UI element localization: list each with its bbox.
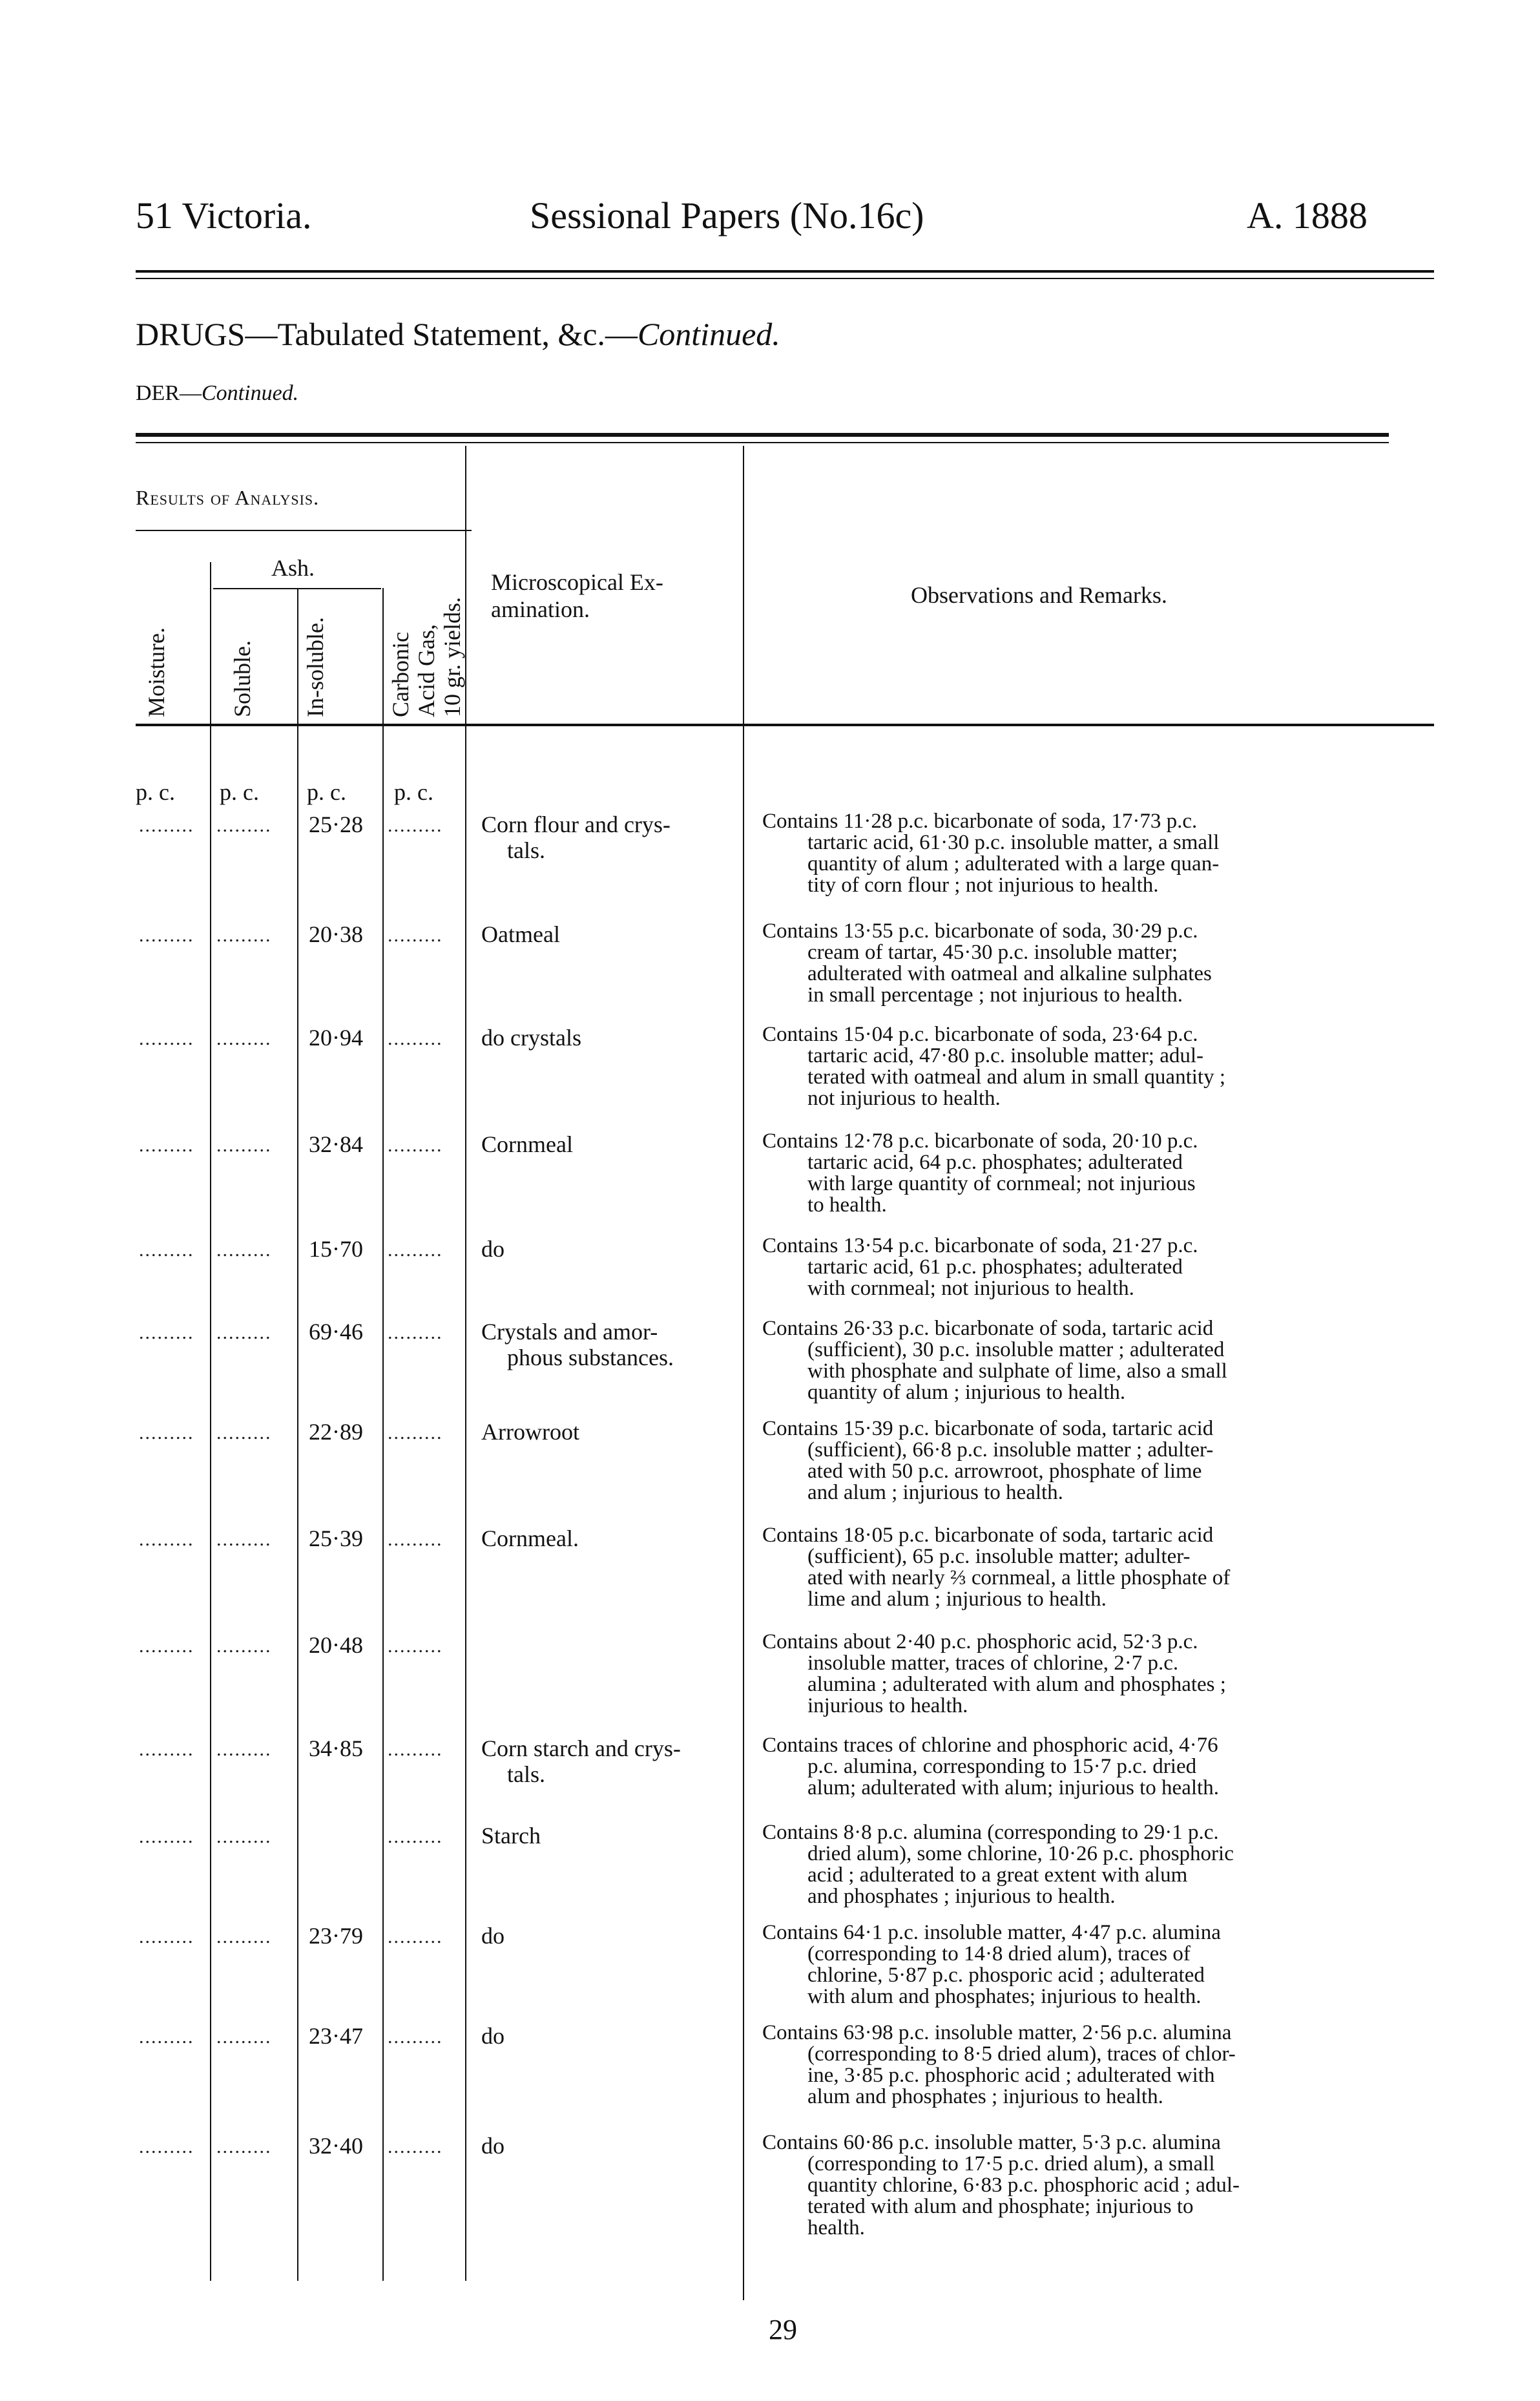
insoluble-value: 20·38 (309, 921, 363, 947)
observation-line: insoluble matter, traces of chlorine, 2·7 p.c. (807, 1651, 1179, 1675)
microscopical-text: do (481, 2133, 505, 2159)
insoluble-value: 34·85 (309, 1735, 363, 1761)
observation-remark (762, 1525, 1434, 1610)
observation-line: cream of tartar, 45·30 p.c. insoluble matter; (807, 941, 1178, 964)
col-line-1 (210, 562, 211, 2281)
observation-line: with cornmeal; not injurious to health. (807, 1277, 1134, 1300)
observation-line: Contains 26·33 p.c. bicarbonate of soda, tartaric acid (762, 1317, 1214, 1340)
observation-line: ated with 50 p.c. arrowroot, phosphate of lime (807, 1460, 1202, 1483)
dot-leader: ......... (139, 1422, 194, 1443)
col-carbonic-1: Carbonic (388, 632, 413, 717)
observation-line: ine, 3·85 p.c. phosphoric acid ; adulterated with (807, 2064, 1215, 2087)
dot-leader: ......... (139, 1635, 194, 1657)
col-line-5 (743, 446, 744, 2300)
dot-leader: ......... (388, 1239, 443, 1261)
observation-line: Contains 15·39 p.c. bicarbonate of soda, tartaric acid (762, 1417, 1214, 1440)
observation-line: (sufficient), 65 p.c. insoluble matter; adulter- (807, 1545, 1191, 1568)
dot-leader: ......... (388, 1028, 443, 1049)
dot-leader: ......... (388, 1322, 443, 1343)
unit-insoluble: p. c. (307, 779, 346, 805)
observation-line: dried alum), some chlorine, 10·26 p.c. phosphoric (807, 1842, 1234, 1865)
dot-leader: ......... (216, 1422, 272, 1443)
observation-line: alum; adulterated with alum; injurious to health. (807, 1776, 1219, 1799)
header-rule-top (136, 270, 1434, 273)
ash-label: Ash. (271, 555, 315, 581)
dot-leader: ......... (216, 2136, 272, 2157)
observation-line: quantity chlorine, 6·83 p.c. phosphoric acid ; adul- (807, 2174, 1240, 2197)
insoluble-value: 23·79 (309, 1923, 363, 1949)
observation-line: (sufficient), 66·8 p.c. insoluble matter ; adulter- (807, 1438, 1214, 1462)
dot-leader: ......... (139, 2026, 194, 2048)
observation-line: ated with nearly ⅔ cornmeal, a little phosphate of (807, 1566, 1231, 1589)
observation-line: Contains 64·1 p.c. insoluble matter, 4·47 p.c. alumina (762, 1921, 1221, 1944)
microscopical-text: Corn starch and crys- (481, 1735, 681, 1761)
observation-line: lime and alum ; injurious to health. (807, 1588, 1107, 1611)
header-rule-bottom (136, 278, 1434, 279)
insoluble-value: 20·94 (309, 1025, 363, 1051)
dot-leader: ......... (388, 1826, 443, 1847)
observation-line: tartaric acid, 64 p.c. phosphates; adulterated (807, 1151, 1183, 1174)
observation-line: (sufficient), 30 p.c. insoluble matter ; adulterated (807, 1338, 1225, 1361)
col-carbonic-3: 10 gr. yields. (439, 597, 465, 717)
dot-leader: ......... (216, 1135, 272, 1156)
observation-line: with large quantity of cornmeal; not injurious (807, 1172, 1196, 1195)
dot-leader: ......... (388, 925, 443, 946)
observation-line: to health. (807, 1193, 887, 1217)
observation-remark (762, 1631, 1434, 1717)
page-number: 29 (769, 2314, 797, 2345)
insoluble-value: 69·46 (309, 1319, 363, 1345)
dot-leader: ......... (139, 1322, 194, 1343)
dot-leader: ......... (216, 2026, 272, 2048)
observation-remark (762, 1735, 1434, 1799)
microscopical-text: do (481, 1236, 505, 1262)
unit-moisture: p. c. (136, 779, 175, 805)
observation-line: Contains traces of chlorine and phosphoric acid, 4·76 (762, 1734, 1218, 1757)
dot-leader: ......... (139, 1135, 194, 1156)
results-underline (136, 530, 472, 531)
observation-remark (762, 1131, 1434, 1216)
insoluble-value: 25·28 (309, 812, 363, 837)
microscopical-text: do (481, 1923, 505, 1949)
dot-leader: ......... (388, 1926, 443, 1947)
col-carbonic-2: Acid Gas, (413, 624, 439, 717)
insoluble-value: 32·40 (309, 2133, 363, 2159)
running-header-center: Sessional Papers (No.16c) (530, 194, 924, 236)
observation-line: terated with oatmeal and alum in small quantity ; (807, 1065, 1225, 1089)
dot-leader: ......... (388, 1422, 443, 1443)
observation-line: tartaric acid, 47·80 p.c. insoluble matter; adul- (807, 1044, 1204, 1067)
dot-leader: ......... (139, 1826, 194, 1847)
dot-leader: ......... (216, 925, 272, 946)
dot-leader: ......... (216, 1635, 272, 1657)
dot-leader: ......... (388, 815, 443, 836)
observation-line: tartaric acid, 61 p.c. phosphates; adulterated (807, 1255, 1183, 1279)
running-header-right: A. 1888 (1247, 194, 1368, 236)
dot-leader: ......... (216, 1239, 272, 1261)
observation-line: health. (807, 2216, 865, 2239)
microscopical-text: Corn flour and crys- (481, 812, 671, 837)
dot-leader: ......... (139, 1739, 194, 1760)
unit-soluble: p. c. (220, 779, 259, 805)
microscopical-text: Cornmeal. (481, 1526, 579, 1551)
dot-leader: ......... (388, 2026, 443, 2048)
dot-leader: ......... (216, 1529, 272, 1550)
col-moisture: Moisture. (143, 627, 169, 717)
insoluble-value: 20·48 (309, 1632, 363, 1658)
observation-line: and alum ; injurious to health. (807, 1481, 1063, 1504)
observation-line: in small percentage ; not injurious to health. (807, 983, 1183, 1007)
dot-leader: ......... (139, 815, 194, 836)
observation-line: Contains 18·05 p.c. bicarbonate of soda, tartaric acid (762, 1524, 1214, 1547)
microscopical-text: tals. (507, 837, 545, 863)
microscopical-text: Starch (481, 1823, 541, 1849)
dot-leader: ......... (216, 1322, 272, 1343)
insoluble-value: 32·84 (309, 1131, 363, 1157)
observation-line: alum and phosphates ; injurious to health. (807, 2085, 1163, 2108)
observation-line: with alum and phosphates; injurious to health. (807, 1985, 1202, 2008)
observation-line: alumina ; adulterated with alum and phosphates ; (807, 1673, 1226, 1696)
observation-line: p.c. alumina, corresponding to 15·7 p.c. dried (807, 1755, 1197, 1778)
dot-leader: ......... (139, 2136, 194, 2157)
dot-leader: ......... (388, 1135, 443, 1156)
observation-line: Contains 63·98 p.c. insoluble matter, 2·56 p.c. alumina (762, 2021, 1232, 2044)
observation-line: Contains 13·54 p.c. bicarbonate of soda, 21·27 p.c. (762, 1234, 1198, 1257)
observation-line: injurious to health. (807, 1694, 968, 1717)
dot-leader: ......... (139, 1239, 194, 1261)
insoluble-value: 15·70 (309, 1236, 363, 1262)
observation-line: quantity of alum ; injurious to health. (807, 1381, 1126, 1404)
observation-remark (762, 921, 1434, 1006)
microscopical-text: phous substances. (507, 1345, 674, 1370)
col-line-4 (465, 446, 466, 2281)
page-subtitle: DER—Continued. (136, 381, 299, 405)
col-microscopical: Microscopical Ex-amination. (491, 569, 663, 622)
dot-leader: ......... (388, 2136, 443, 2157)
table-rule-thin (136, 442, 1389, 443)
microscopical-text: do (481, 2023, 505, 2049)
microscopical-text: Arrowroot (481, 1419, 579, 1445)
observation-line: (corresponding to 8·5 dried alum), traces of chlor- (807, 2042, 1236, 2066)
observation-line: with phosphate and sulphate of lime, also a small (807, 1359, 1227, 1383)
observation-remark (762, 1318, 1434, 1403)
observation-remark (762, 1024, 1434, 1109)
observation-line: Contains 11·28 p.c. bicarbonate of soda, 17·73 p.c. (762, 810, 1198, 833)
observation-line: terated with alum and phosphate; injurious to (807, 2195, 1194, 2218)
dot-leader: ......... (139, 1028, 194, 1049)
dot-leader: ......... (388, 1739, 443, 1760)
insoluble-value: 25·39 (309, 1526, 363, 1551)
observation-remark (762, 1235, 1434, 1299)
observation-line: Contains about 2·40 p.c. phosphoric acid, 52·3 p.c. (762, 1630, 1198, 1653)
insoluble-value: 22·89 (309, 1419, 363, 1445)
col-line-3 (382, 588, 384, 2281)
observation-line: quantity of alum ; adulterated with a large quan- (807, 852, 1220, 875)
dot-leader: ......... (216, 1926, 272, 1947)
col-insoluble: In-soluble. (302, 617, 328, 717)
observation-line: chlorine, 5·87 p.c. phosporic acid ; adulterated (807, 1964, 1205, 1987)
dot-leader: ......... (216, 1826, 272, 1847)
page-title: DRUGS—Tabulated Statement, &c.—Continued. (136, 316, 780, 352)
microscopical-text: Crystals and amor- (481, 1319, 658, 1345)
dot-leader: ......... (139, 1926, 194, 1947)
observation-remark (762, 2022, 1434, 2108)
observation-line: (corresponding to 17·5 p.c. dried alum), a small (807, 2152, 1215, 2176)
observation-line: Contains 12·78 p.c. bicarbonate of soda, 20·10 p.c. (762, 1129, 1198, 1153)
insoluble-value: 23·47 (309, 2023, 363, 2049)
observation-remark (762, 811, 1434, 896)
observation-remark (762, 2132, 1434, 2239)
observation-line: and phosphates ; injurious to health. (807, 1885, 1116, 1908)
dot-leader: ......... (216, 815, 272, 836)
dot-leader: ......... (388, 1635, 443, 1657)
observation-line: Contains 60·86 p.c. insoluble matter, 5·3 p.c. alumina (762, 2131, 1221, 2154)
observation-line: acid ; adulterated to a great extent with alum (807, 1863, 1188, 1887)
microscopical-text: Cornmeal (481, 1131, 573, 1157)
observation-remark (762, 1822, 1434, 1907)
observation-remark (762, 1922, 1434, 2008)
unit-carbonic: p. c. (394, 779, 433, 805)
observation-line: Contains 8·8 p.c. alumina (corresponding to 29·1 p.c. (762, 1821, 1219, 1844)
observation-line: not injurious to health. (807, 1087, 1001, 1110)
observation-line: tity of corn flour ; not injurious to health. (807, 874, 1159, 897)
dot-leader: ......... (388, 1529, 443, 1550)
observation-line: tartaric acid, 61·30 p.c. insoluble matter, a small (807, 831, 1220, 854)
microscopical-text: do crystals (481, 1025, 581, 1051)
microscopical-text: Oatmeal (481, 921, 560, 947)
dot-leader: ......... (139, 925, 194, 946)
observation-line: adulterated with oatmeal and alkaline sulphates (807, 962, 1212, 985)
results-group-label: Results of Analysis. (136, 486, 320, 509)
table-rule-thick (136, 433, 1389, 437)
col-soluble: Soluble. (229, 640, 255, 717)
dot-leader: ......... (216, 1739, 272, 1760)
microscopical-text: tals. (507, 1761, 545, 1787)
col-line-2 (297, 588, 298, 2281)
col-observations: Observations and Remarks. (911, 582, 1167, 608)
running-header-left: 51 Victoria. (136, 194, 312, 236)
observation-line: Contains 15·04 p.c. bicarbonate of soda, 23·64 p.c. (762, 1023, 1198, 1046)
dot-leader: ......... (216, 1028, 272, 1049)
header-bottom-rule (136, 724, 1434, 726)
observation-line: Contains 13·55 p.c. bicarbonate of soda, 30·29 p.c. (762, 919, 1198, 943)
dot-leader: ......... (139, 1529, 194, 1550)
observation-remark (762, 1418, 1434, 1504)
observation-line: (corresponding to 14·8 dried alum), traces of (807, 1942, 1191, 1966)
